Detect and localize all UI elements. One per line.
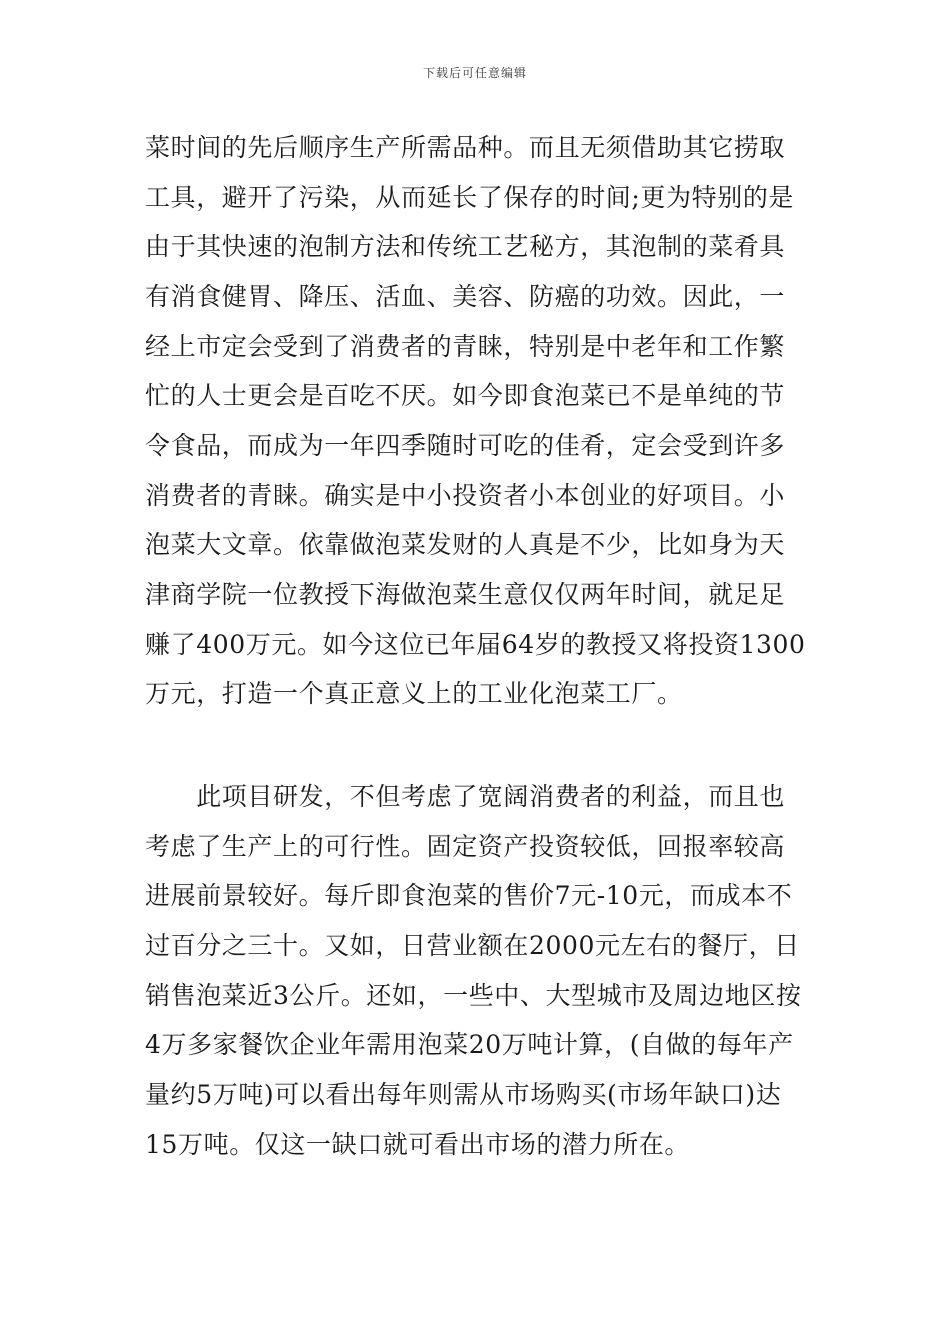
paragraph-line: 考虑了生产上的可行性。固定资产投资较低，回报率较高 (145, 832, 786, 861)
paragraph-line: 忙的人士更会是百吃不厌。如今即食泡菜已不是单纯的节 (145, 381, 786, 410)
paragraph-line: 由于其快速的泡制方法和传统工艺秘方，其泡制的菜肴具 (145, 232, 786, 261)
paragraph-line: 量约5万吨)可以看出每年则需从市场购买(市场年缺口)达 (145, 1080, 782, 1109)
paragraph-line: 工具，避开了污染，从而延长了保存的时间;更为特别的是 (145, 183, 795, 212)
paragraph-line: 有消食健胃、降压、活血、美容、防癌的功效。因此，一 (145, 282, 786, 311)
paragraph-line: 菜时间的先后顺序生产所需品种。而且无须借助其它捞取 (145, 133, 786, 162)
paragraph-line: 过百分之三十。又如，日营业额在2000元左右的餐厅，日 (145, 931, 800, 960)
paragraph-line: 万元，打造一个真正意义上的工业化泡菜工厂。 (145, 679, 683, 708)
paragraph-line: 15万吨。仅这一缺口就可看出市场的潜力所在。 (145, 1130, 691, 1159)
paragraph-line: 经上市定会受到了消费者的青睐，特别是中老年和工作繁 (145, 332, 786, 361)
paragraph-line: 销售泡菜近3公斤。还如，一些中、大型城市及周边地区按 (145, 981, 802, 1010)
paragraph-line: 令食品，而成为一年四季随时可吃的佳肴，定会受到许多 (145, 431, 786, 460)
page-header: 下载后可任意编辑 (422, 66, 527, 80)
paragraph-line: 泡菜大文章。依靠做泡菜发财的人真是不少，比如身为天 (145, 530, 786, 559)
paragraph-line: 赚了400万元。如今这位已年届64岁的教授又将投资1300 (145, 630, 806, 659)
paragraph-line: 消费者的青睐。确实是中小投资者小本创业的好项目。小 (145, 481, 786, 510)
paragraph-line: 4万多家餐饮企业年需用泡菜20万吨计算，(自做的每年产 (145, 1030, 794, 1059)
paragraph-line: 进展前景较好。每斤即食泡菜的售价7元-10元，而成本不 (145, 881, 793, 910)
paragraph-line: 此项目研发，不但考虑了宽阔消费者的利益，而且也 (145, 782, 786, 811)
paragraph-line: 津商学院一位教授下海做泡菜生意仅仅两年时间，就足足 (145, 580, 786, 609)
